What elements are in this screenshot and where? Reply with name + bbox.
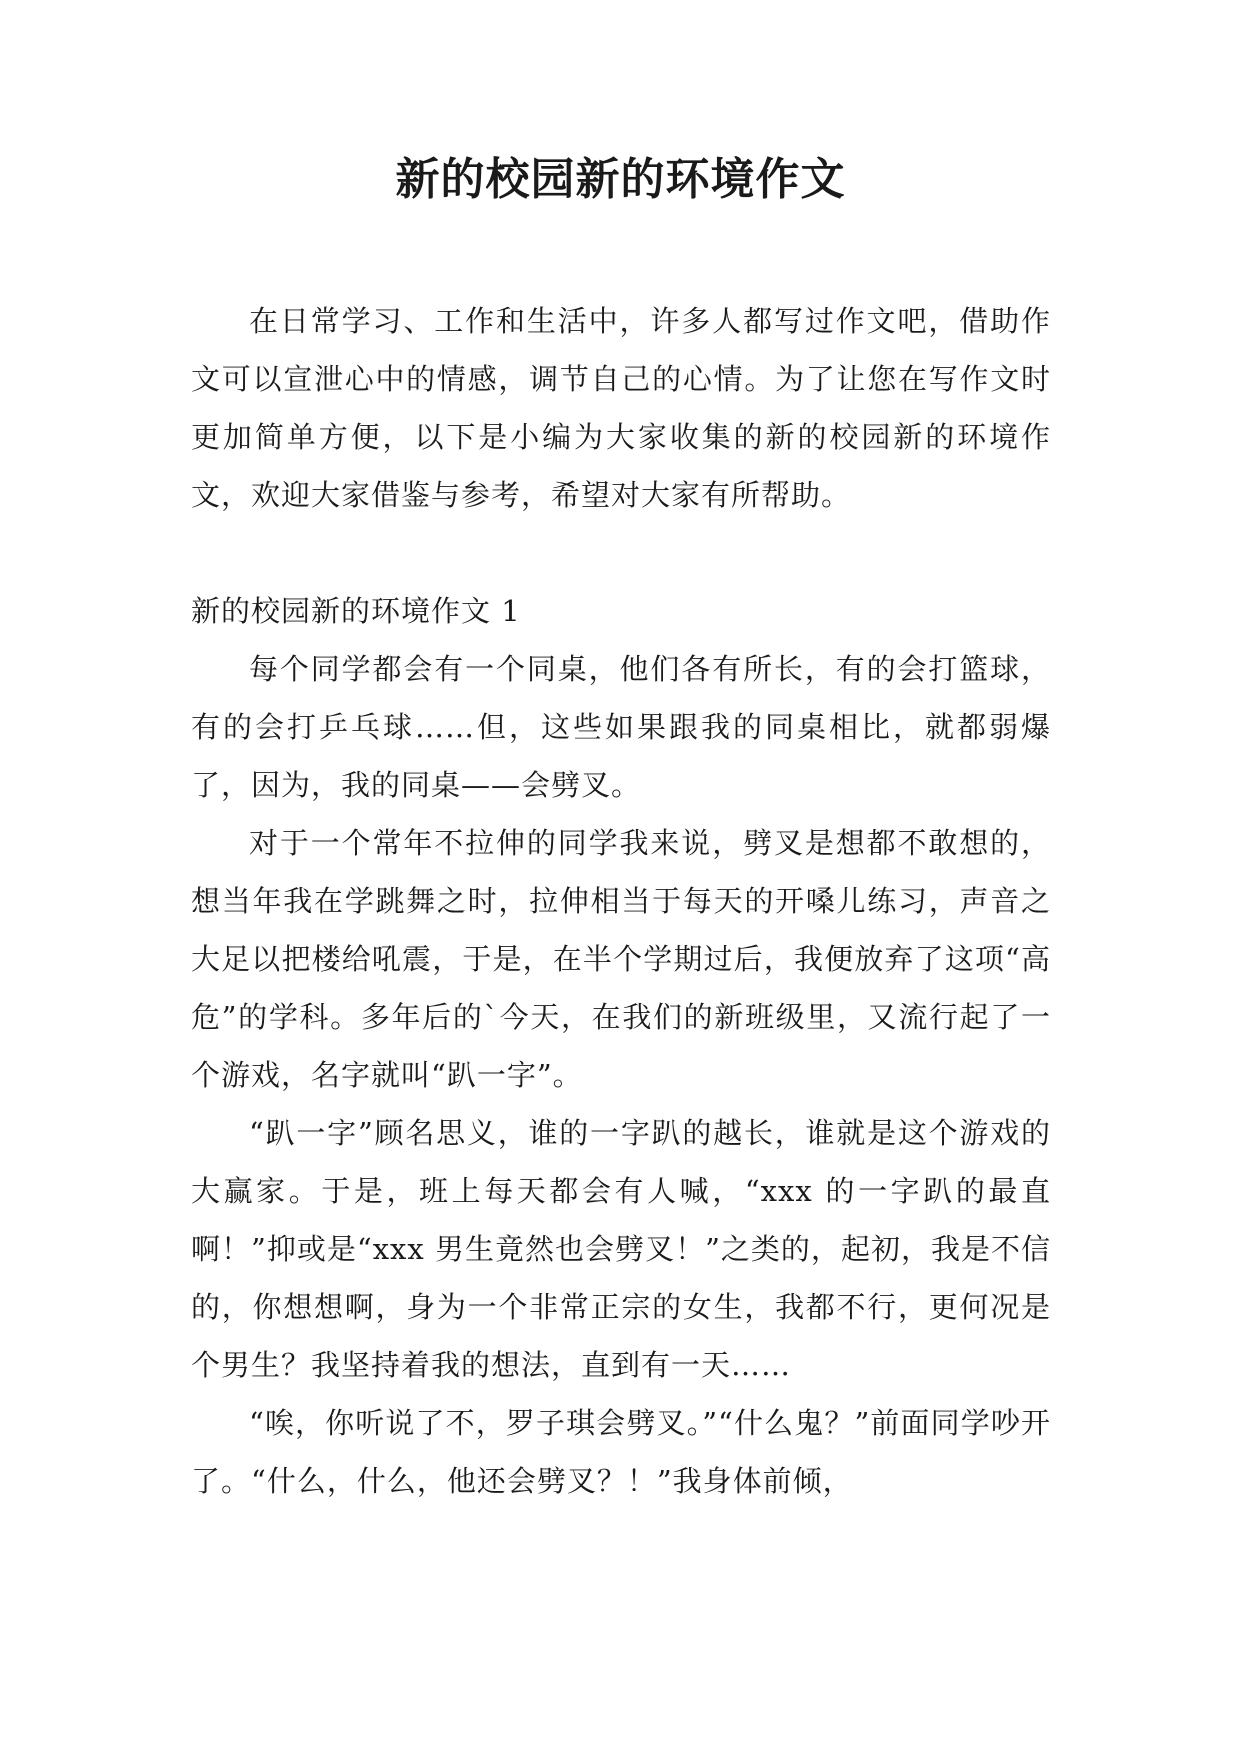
body-paragraph: 对于一个常年不拉伸的同学我来说，劈叉是想都不敢想的，想当年我在学跳舞之时，拉伸相当于每天的开嗓儿练习，声音之大足以把楼给吼震，于是，在半个学期过后，我便放弃了这项“高危”的学科。多年后的`今天，在我们的新班级里，又流行起了一个游戏，名字就叫“趴一字”。 bbox=[191, 826, 1051, 1092]
document-title: 新的校园新的环境作文 bbox=[395, 154, 846, 205]
body-paragraph: “趴一字”顾名思义，谁的一字趴的越长，谁就是这个游戏的大赢家。于是，班上每天都会有人喊，“xxx 的一字趴的最直啊！”抑或是“xxx 男生竟然也会劈叉！”之类的，起初，我是不信的，你想想啊，身为一个非常正宗的女生，我都不行，更何况是个男生？我坚持着我的想法，直到有一天…… bbox=[191, 1116, 1051, 1382]
body-paragraph: 每个同学都会有一个同桌，他们各有所长，有的会打篮球，有的会打乒乓球……但，这些如果跟我的同桌相比，就都弱爆了，因为，我的同桌——会劈叉。 bbox=[191, 652, 1051, 802]
document-body bbox=[191, 292, 1051, 1510]
intro-paragraph: 在日常学习、工作和生活中，许多人都写过作文吧，借助作文可以宣泄心中的情感，调节自己的心情。为了让您在写作文时更加简单方便，以下是小编为大家收集的新的校园新的环境作文，欢迎大家借鉴与参考，希望对大家有所帮助。 bbox=[191, 304, 1051, 512]
body-paragraph: “唉，你听说了不，罗子琪会劈叉。”“什么鬼？”前面同学吵开了。“什么，什么，他还会劈叉？！”我身体前倾， bbox=[191, 1406, 1051, 1498]
section-heading: 新的校园新的环境作文 1 bbox=[191, 594, 521, 628]
